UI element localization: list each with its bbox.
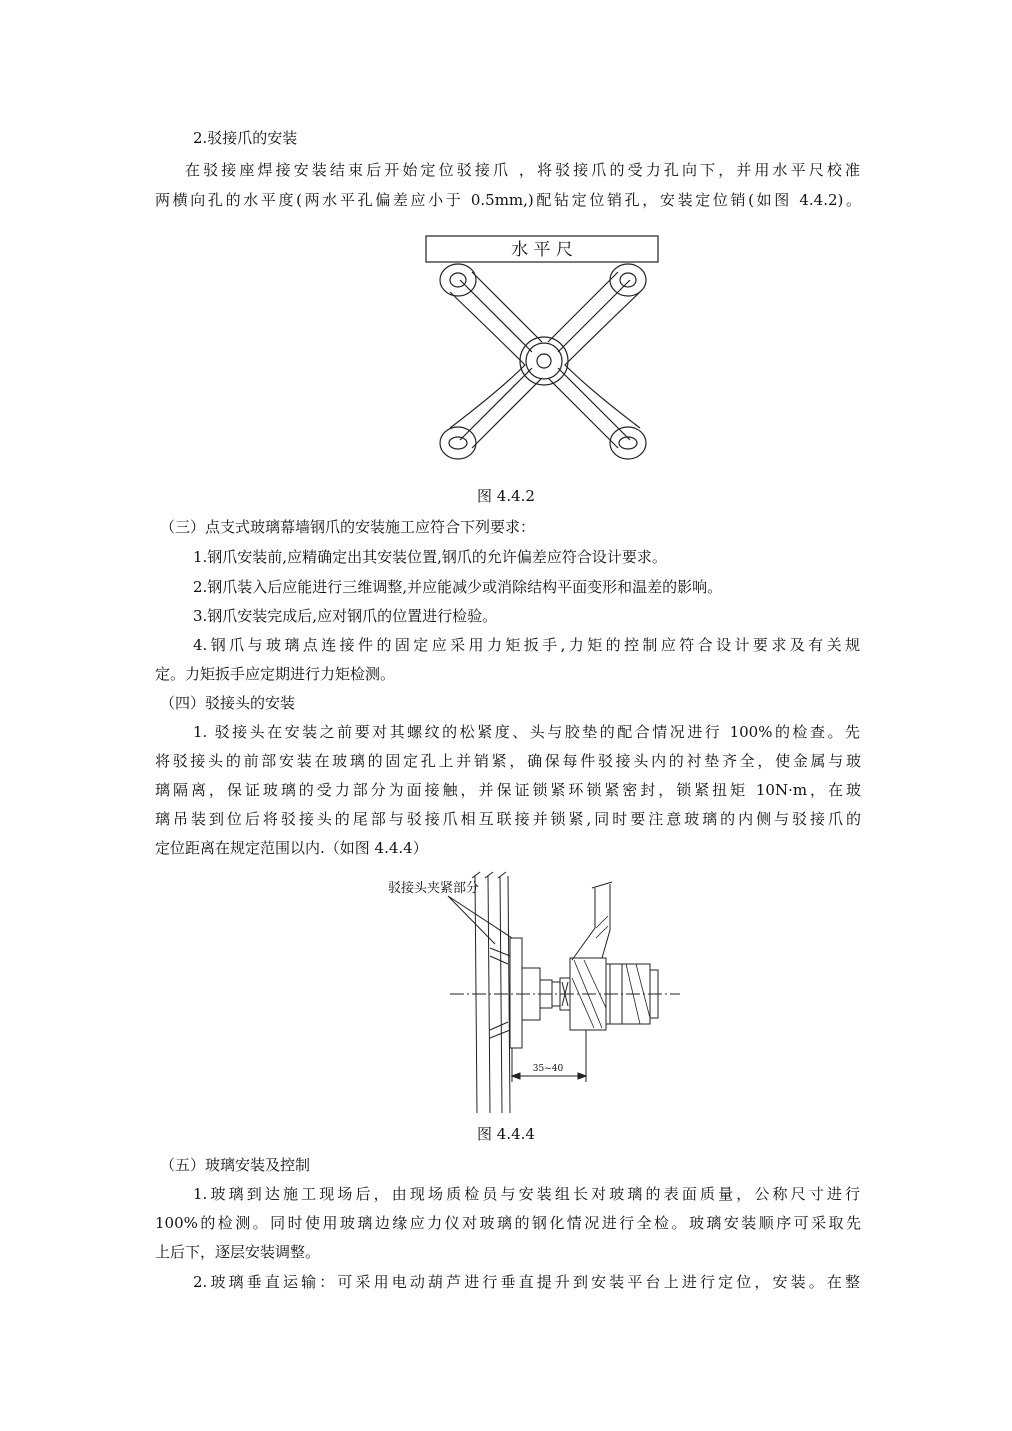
figure-spider-claw [420,230,665,475]
paragraph-line: 璃隔离，保证玻璃的受力部分为面接触，并保证锁紧环锁紧密封，锁紧扭矩 10N·m，在玻 [155,781,861,799]
ruler-label: 水 平 尺 [511,240,573,260]
list-item: 100%的检测。同时使用玻璃边缘应力仪对玻璃的钢化情况进行全检。玻璃安装顺序可采取先 [155,1214,861,1232]
paragraph-line: 两横向孔的水平度(两水平孔偏差应小于 0.5mm,)配钻定位销孔，安装定位销(如图 4.4.2)。 [155,191,861,209]
list-item: 1.钢爪安装前,应精确定出其安装位置,钢爪的允许偏差应符合设计要求。 [193,548,667,566]
list-item: 2.钢爪装入后应能进行三维调整,并应能减少或消除结构平面变形和温差的影响。 [193,578,723,596]
paragraph-line: 定位距离在规定范围以内.（如图 4.4.4） [155,839,428,857]
figure-connector-section [340,868,680,1118]
list-item: 2.玻璃垂直运输：可采用电动葫芦进行垂直提升到安装平台上进行定位，安装。在整 [193,1273,860,1291]
paragraph-line: 璃吊装到位后将驳接头的尾部与驳接爪相互联接并锁紧,同时要注意玻璃的内侧与驳接爪的 [155,810,861,828]
paragraph-line: 将驳接头的前部安装在玻璃的固定孔上并销紧，确保每件驳接头内的衬垫齐全，使金属与玻 [155,752,861,770]
callout-label: 驳接头夹紧部分 [388,881,480,896]
list-item: 上后下，逐层安装调整。 [155,1243,321,1261]
section-heading: （三）点支式玻璃幕墙钢爪的安装施工应符合下列要求： [160,518,536,536]
section-heading: （五）玻璃安装及控制 [160,1156,311,1174]
figure-caption: 图 4.4.2 [477,487,535,505]
list-item: 3.钢爪安装完成后,应对钢爪的位置进行检验。 [193,607,498,625]
list-item: 1.玻璃到达施工现场后，由现场质检员与安装组长对玻璃的表面质量，公称尺寸进行 [193,1185,860,1203]
paragraph-line: 在驳接座焊接安装结束后开始定位驳接爪 ，将驳接爪的受力孔向下，并用水平尺校准 [185,161,860,179]
figure-caption: 图 4.4.4 [477,1125,535,1143]
list-item: 定。力矩扳手应定期进行力矩检测。 [155,665,396,683]
dimension-label: 35~40 [532,1064,564,1074]
section-heading: 2.驳接爪的安装 [193,129,298,147]
list-item: 4.钢爪与玻璃点连接件的固定应采用力矩扳手,力矩的控制应符合设计要求及有关规 [193,636,860,654]
section-heading: （四）驳接头的安装 [160,694,296,712]
paragraph-line: 1. 驳接头在安装之前要对其螺纹的松紧度、头与胶垫的配合情况进行 100%的检查。先 [193,723,860,741]
